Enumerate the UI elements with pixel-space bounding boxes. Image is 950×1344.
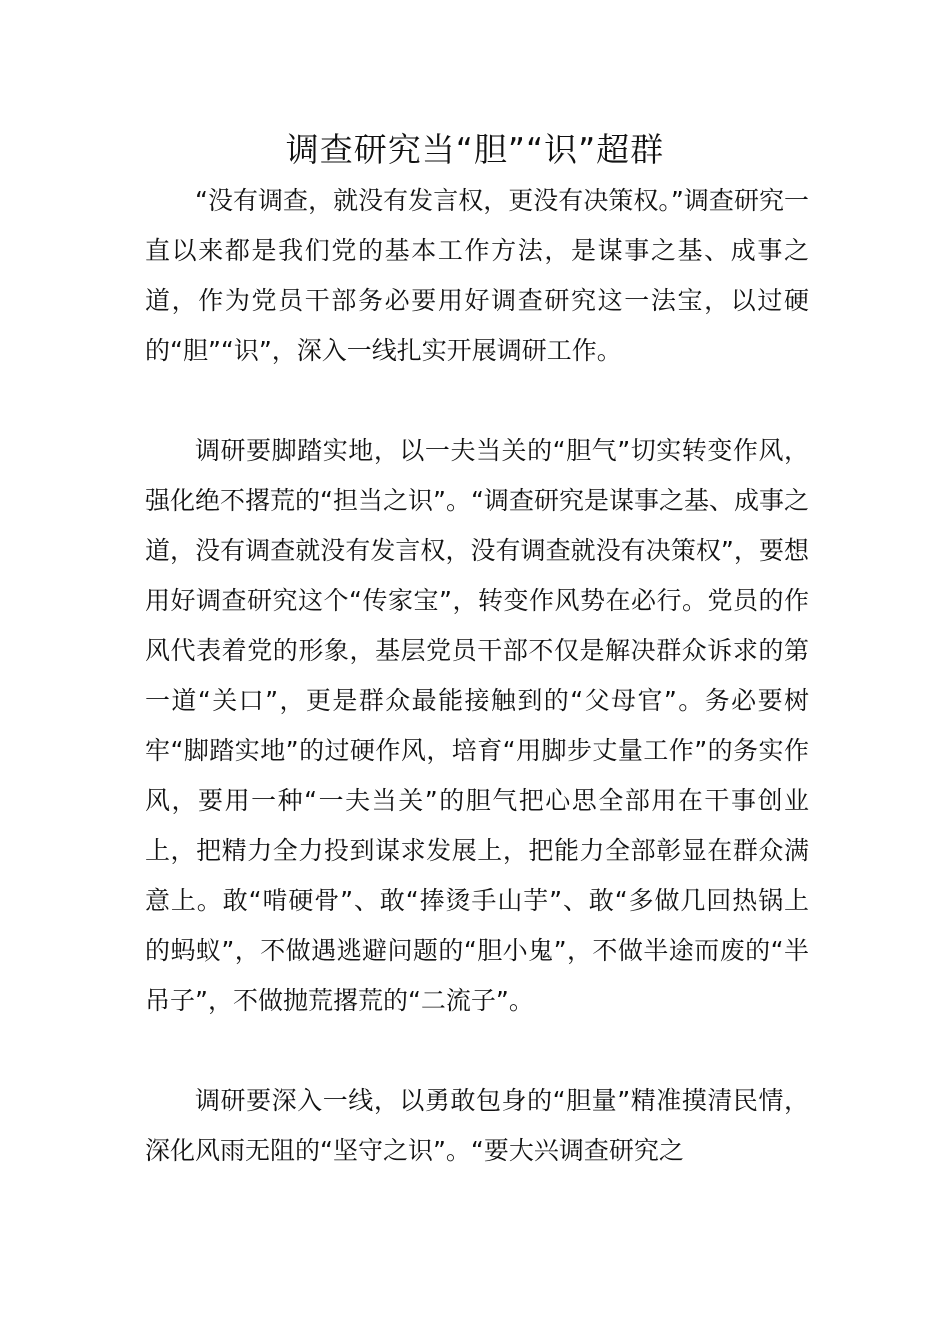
paragraph-1: “没有调查，就没有发言权，更没有决策权。”调查研究一直以来都是我们党的基本工作方法，是谋事之基、成事之道，作为党员干部务必要用好调查研究这一法宝，以过硬的“胆”“识”，深入一线扎实开展调研工作。 bbox=[145, 186, 809, 365]
document-title: 调查研究当“胆”“识”超群 bbox=[285, 130, 665, 169]
paragraph-2: 调研要脚踏实地，以一夫当关的“胆气”切实转变作风，强化绝不撂荒的“担当之识”。“调查研究是谋事之基、成事之道，没有调查就没有发言权，没有调查就没有决策权”，要想用好调查研究这个“传家宝”，转变作风势在必行。党员的作风代表着党的形象，基层党员干部不仅是解决群众诉求的第一道“关口”，更是群众最能接触到的“父母官”。务必要树牢“脚踏实地”的过硬作风，培育“用脚步丈量工作”的务实作风，要用一种“一夫当关”的胆气把心思全部用在干事创业上，把精力全力投到谋求发展上，把能力全部彰显在群众满意上。敢“啃硬骨”、敢“捧烫手山芋”、敢“多做几回热锅上的蚂蚁”，不做遇逃避问题的“胆小鬼”，不做半途而废的“半吊子”，不做抛荒撂荒的“二流子”。 bbox=[145, 436, 809, 1015]
paragraph-3: 调研要深入一线，以勇敢包身的“胆量”精准摸清民情，深化风雨无阻的“坚守之识”。“要大兴调查研究之 bbox=[145, 1086, 809, 1165]
paragraph-spacer bbox=[145, 376, 809, 426]
document-body bbox=[145, 176, 809, 1176]
paragraph-spacer bbox=[145, 1026, 809, 1076]
